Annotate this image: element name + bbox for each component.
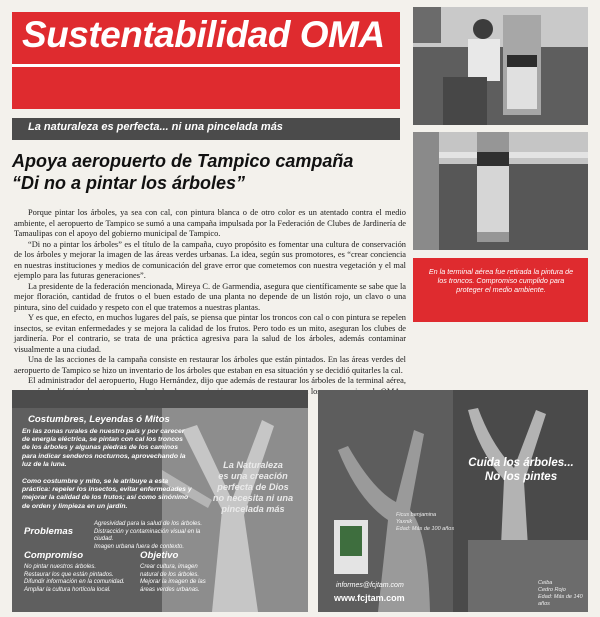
slogan-line: perfecta de Dios — [217, 482, 289, 492]
tree-label-line: Yaxnik — [396, 519, 413, 525]
photo-tree-illustration — [413, 132, 588, 250]
tree-label-line: Ceiba — [538, 580, 553, 586]
poster-heading: Costumbres, Leyendas ó Mitos — [28, 414, 170, 425]
article-body — [14, 208, 406, 408]
commitment-item: No pintar nuestros árboles. — [24, 564, 97, 570]
commitment-item: Difundir información en la comunidad. — [24, 579, 125, 586]
slogan-line: pincelada más — [221, 504, 285, 514]
photo-restored-tree — [413, 132, 588, 250]
commitment-item: Ampliar la cultura hortícola local. — [24, 586, 111, 593]
poster-trees-illustration — [318, 390, 588, 612]
poster-slogan — [200, 460, 306, 515]
commitment-label: Compromiso — [24, 550, 84, 561]
subheader-text: La naturaleza es perfecta... ni una pincelada más — [28, 121, 283, 133]
headline-line-2: “Di no a pintar los árboles” — [12, 173, 246, 193]
slogan-line-2: No los pintes — [484, 471, 558, 483]
poster-right-slogan — [456, 456, 586, 484]
tree-label-line: Ficus benjamina — [396, 512, 437, 518]
objective-list — [140, 564, 230, 594]
problem-item: Distracción y contaminación visual en la ciudad. — [94, 528, 201, 543]
commitment-item: Restaurar los que están pintados. — [24, 571, 114, 578]
problems-list — [94, 521, 214, 551]
slogan-line: no necesita ni una — [212, 493, 294, 503]
objective-item: áreas verdes urbanas. — [140, 586, 200, 593]
article-paragraph: Y es que, en efecto, en muchos lugares del país, se piensa que pintar los troncos con cal o con pintura se repelen insectos, se evitan enfermedades y se mejora la calidad de los frutos. Pero todo es un mito, aseguran los clubes de jardinería. Por el contrario, se trata de una práctica agresiva para la salud de los árboles, además contaminar visualmente a una ciudad. — [14, 313, 406, 354]
article-paragraph: La presidente de la federación mencionada, Mireya C. de Garmendia, asegura que científicamente se sabe que la mejor floración, cantidad de frutos o el buen estado de una planta no depende de un listón rojo, un clavo o una pintura, sino del cuidado y respeto con el que tratemos a nuestras plantas. — [14, 281, 406, 312]
problems-label: Problemas — [24, 526, 74, 537]
problem-item: Imagen urbana fuera de contexto. — [94, 543, 185, 550]
article-paragraph: Una de las acciones de la campaña consiste en restaurar los árboles que están pintados. En las áreas verdes del aeropuerto de Tampico se hizo un inventario de los árboles que estaban en esa situación y se decidió quitarles la cal. — [14, 355, 406, 375]
photo-worker-removing-paint — [413, 7, 588, 125]
slogan-line-1: Cuida los árboles... — [468, 457, 574, 469]
tree-label-line: Edad: Más de 140 años — [538, 594, 583, 607]
campaign-poster-left — [12, 390, 308, 612]
objective-label: Objetivo — [140, 550, 179, 561]
contact-website: www.fcjtam.com — [334, 593, 405, 603]
article-paragraph: “Di no a pintar los árboles” es el título de la campaña, cuyo propósito es fomentar una cultura de conservación de los árboles y mejorar la imagen de las áreas verdes urbanas. La idea, según sus promotores, es “crear conciencia en nuestras instituciones y medios de comunicación del grave error que cometemos con nuestra vegetación y el mal ejemplo para las futuras generaciones”. — [14, 239, 406, 280]
headline-line-1: Apoya aeropuerto de Tampico campaña — [12, 151, 354, 171]
page-title: Sustentabilidad OMA — [22, 14, 385, 55]
contact-email: informes@fcjtam.com — [336, 582, 404, 589]
poster-second: Como costumbre y mito, se le atribuye a esta práctica: repeler los insectos, evitar enfermedades y mejorar la calidad de los frutos; así como sinónimo de orden y limpieza en un jardín. — [22, 478, 192, 510]
tree-label-line: Cedro Rojo — [538, 587, 566, 593]
objective-item: natural de los árboles. — [140, 571, 200, 578]
photo-worker-illustration — [413, 7, 588, 125]
tree-label-left — [396, 512, 466, 533]
campaign-poster-right — [318, 390, 588, 612]
tree-label-line: Edad: Más de 100 años — [396, 526, 455, 532]
poster-intro: En las zonas rurales de nuestro país y por carecer de energía eléctrica, se pintan con cal los troncos de los árboles y algunas piedras de los caminos para indicar senderos nocturnos, aprovechando la luz de la luna. — [22, 428, 186, 468]
photo-caption: En la terminal aérea fue retirada la pintura de los troncos. Compromiso cumplido para proteger el medio ambiente. — [428, 267, 574, 294]
article-paragraph-text: El administrador del aeropuerto, Hugo Hernández, dijo que además de restaurar los árboles de la terminal aérea, los — [28, 376, 406, 396]
objective-item: Crear cultura, imagen — [140, 564, 198, 570]
objective-item: Mejorar la imagen de las — [140, 579, 206, 586]
commitment-list — [24, 564, 134, 594]
banner-divider — [12, 64, 400, 67]
tree-label-right — [538, 580, 588, 608]
slogan-line: es una creación — [218, 471, 288, 481]
slogan-line: La Naturaleza — [223, 460, 283, 470]
article-paragraph: Porque pintar los árboles, ya sea con cal, con pintura blanca o de otro color es un atentado contra el medio ambiente, el aeropuerto de Tampico se sumó a una campaña impulsada por la Federación de Clubes de Jardinería de Tamaulipas con el apoyo del gobierno municipal de Tampico. — [14, 208, 406, 238]
problem-item: Agresividad para la salud de los árboles. — [94, 521, 203, 527]
article-headline — [12, 150, 404, 194]
